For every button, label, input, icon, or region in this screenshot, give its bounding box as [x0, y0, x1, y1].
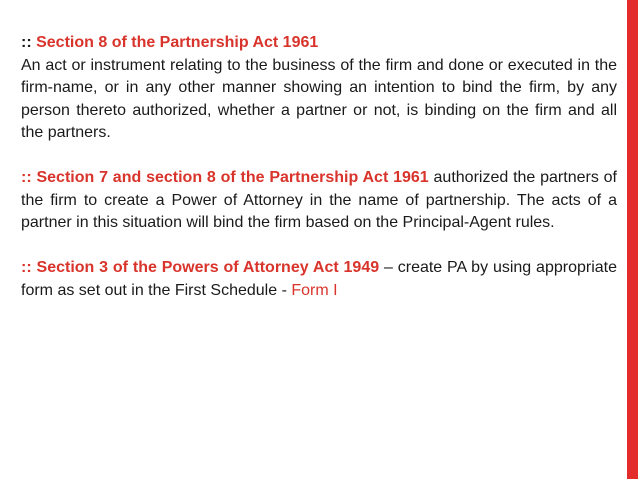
section-8-heading: Section 8 of the Partnership Act 1961	[36, 34, 319, 51]
section-8-paragraph	[21, 32, 617, 145]
section-7-8-body: authorized the partners of the firm to create a Power of Attorney in the name of partnership. The acts of a partner in this situation will bind the firm based on the Principal-Agent rules.	[21, 169, 617, 231]
form-i-reference: Form I	[291, 281, 338, 299]
section-prefix: ::	[21, 169, 32, 186]
section-7-8-heading: Section 7 and section 8 of the Partnership Act 1961	[36, 169, 429, 186]
paragraph-spacer	[21, 235, 617, 258]
section-8-body: An act or instrument relating to the business of the firm and done or executed in the firm-name, or in any other manner showing an intention to bind the firm, by any person thereto authorized, whether a partner or not, is binding on the firm and all the partners.	[21, 56, 617, 141]
powers-of-attorney-heading: Section 3 of the Powers of Attorney Act 1949	[36, 259, 380, 276]
slide-content	[21, 32, 617, 302]
section-prefix: ::	[21, 259, 32, 276]
section-7-8-paragraph	[21, 167, 617, 235]
powers-of-attorney-paragraph	[21, 257, 617, 302]
side-accent-bar	[627, 0, 638, 479]
section-prefix: ::	[21, 34, 32, 51]
powers-of-attorney-body: – create PA by using appropriate form as set out in the First Schedule -	[21, 259, 617, 299]
paragraph-spacer	[21, 145, 617, 168]
